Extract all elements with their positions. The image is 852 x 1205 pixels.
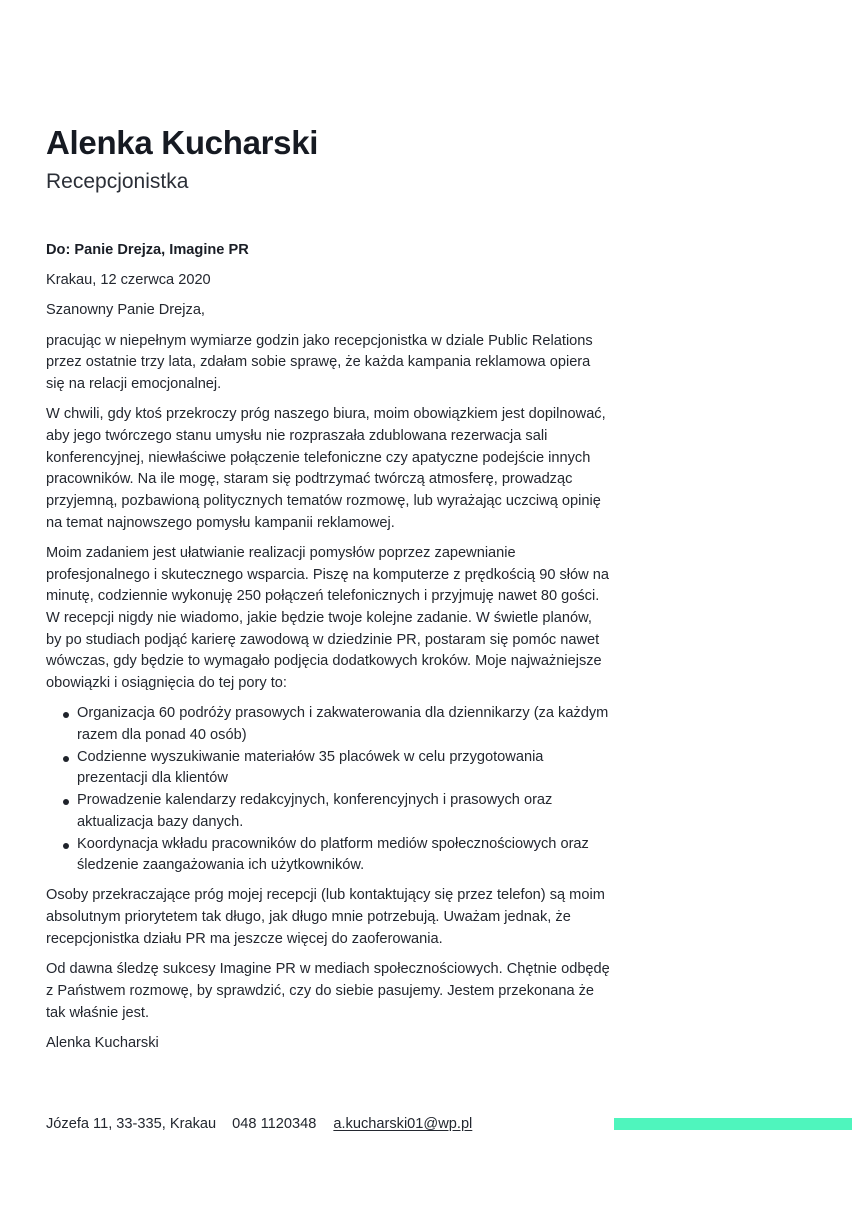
email-link[interactable]: a.kucharski01@wp.pl [333,1116,473,1132]
letter-body [46,240,611,1063]
place-date: Krakau, 12 czerwca 2020 [46,272,211,289]
bullet-icon [63,756,69,762]
list-item [46,703,611,746]
paragraph: Moim zadaniem jest ułatwianie realizacji pomysłów poprzez zapewnianie profesjonalnego i skutecznego wsparcia. Piszę na komputerze z prędkością 90 słów na minutę, codziennie wykonuję 250 połączeń telefonicznych i przyjmuję nawet 80 gości. W recepcji nigdy nie wiadomo, jakie będzie twoje kolejne zadanie. W świetle planów, by po studiach podjąć karierę zawodową w dziedzinie PR, postaram się pomóc nawet wówczas, gdy będzie to wymagało podjęcia dodatkowych kroków. Moje najważniejsze obowiązki i osiągnięcia do tej pory to: [46,544,609,692]
bullet-icon [63,843,69,849]
signature: Alenka Kucharski [46,1034,159,1051]
applicant-role: Recepcjonistka [46,170,189,193]
list-item-text: Codzienne wyszukiwanie materiałów 35 placówek w celu przygotowania prezentacji dla klientów [77,748,544,787]
bullet-icon [63,712,69,718]
list-item-text: Koordynacja wkładu pracowników do platform mediów społecznościowych oraz śledzenie zaangażowania ich użytkowników. [77,835,589,874]
recipient-line: Do: Panie Drejza, Imagine PR [46,242,249,258]
address: Józefa 11, 33-335, Krakau [46,1116,217,1132]
applicant-name: Alenka Kucharski [46,124,319,161]
list-item [46,790,611,833]
contact-footer [46,1114,472,1134]
list-item-text: Prowadzenie kalendarzy redakcyjnych, konferencyjnych i prasowych oraz aktualizacja bazy danych. [77,792,553,830]
accent-bar [614,1118,852,1130]
phone-number[interactable]: 048 1120348 [232,1116,317,1132]
list-item-text: Organizacja 60 podróży prasowych i zakwaterowania dla dziennikarzy (za każdym razem dla ponad 40 osób) [77,705,609,744]
salutation: Szanowny Panie Drejza, [46,302,205,319]
duties-list [46,703,611,877]
list-item [46,747,611,790]
paragraph: pracując w niepełnym wymiarze godzin jako recepcjonistka w dziale Public Relations przez ostatnie trzy lata, zdałam sobie sprawę, że każda kampania reklamowa opiera się na relacji emocjonalnej. [46,332,593,393]
paragraph: Od dawna śledzę sukcesy Imagine PR w mediach społecznościowych. Chętnie odbędę z Państwem rozmowę, by sprawdzić, czy do siebie pasujemy. Jestem przekonana że tak właśnie jest. [46,961,610,1021]
paragraph: W chwili, gdy ktoś przekroczy próg naszego biura, moim obowiązkiem jest dopilnować, aby jego twórczego stanu umysłu nie rozpraszała zdublowana rezerwacja sali konferencyjnej, niewłaściwe połączenie telefoniczne czy apatyczne podejście innych pracowników. Na ile mogę, staram się podtrzymać twórczą atmosferę, prowadząc przyjemną, pozbawioną politycznych tematów rozmowę, lub wyrażając uczciwą opinię na temat najnowszego pomysłu kampanii reklamowej. [46,406,606,531]
bullet-icon [63,799,69,805]
paragraph: Osoby przekraczające próg mojej recepcji (lub kontaktujący się przez telefon) są moim absolutnym priorytetem tak długo, jak długo mnie potrzebują. Uważam jednak, że recepcjonistka działu PR ma jeszcze więcej do zaoferowania. [46,887,605,947]
list-item [46,834,611,877]
